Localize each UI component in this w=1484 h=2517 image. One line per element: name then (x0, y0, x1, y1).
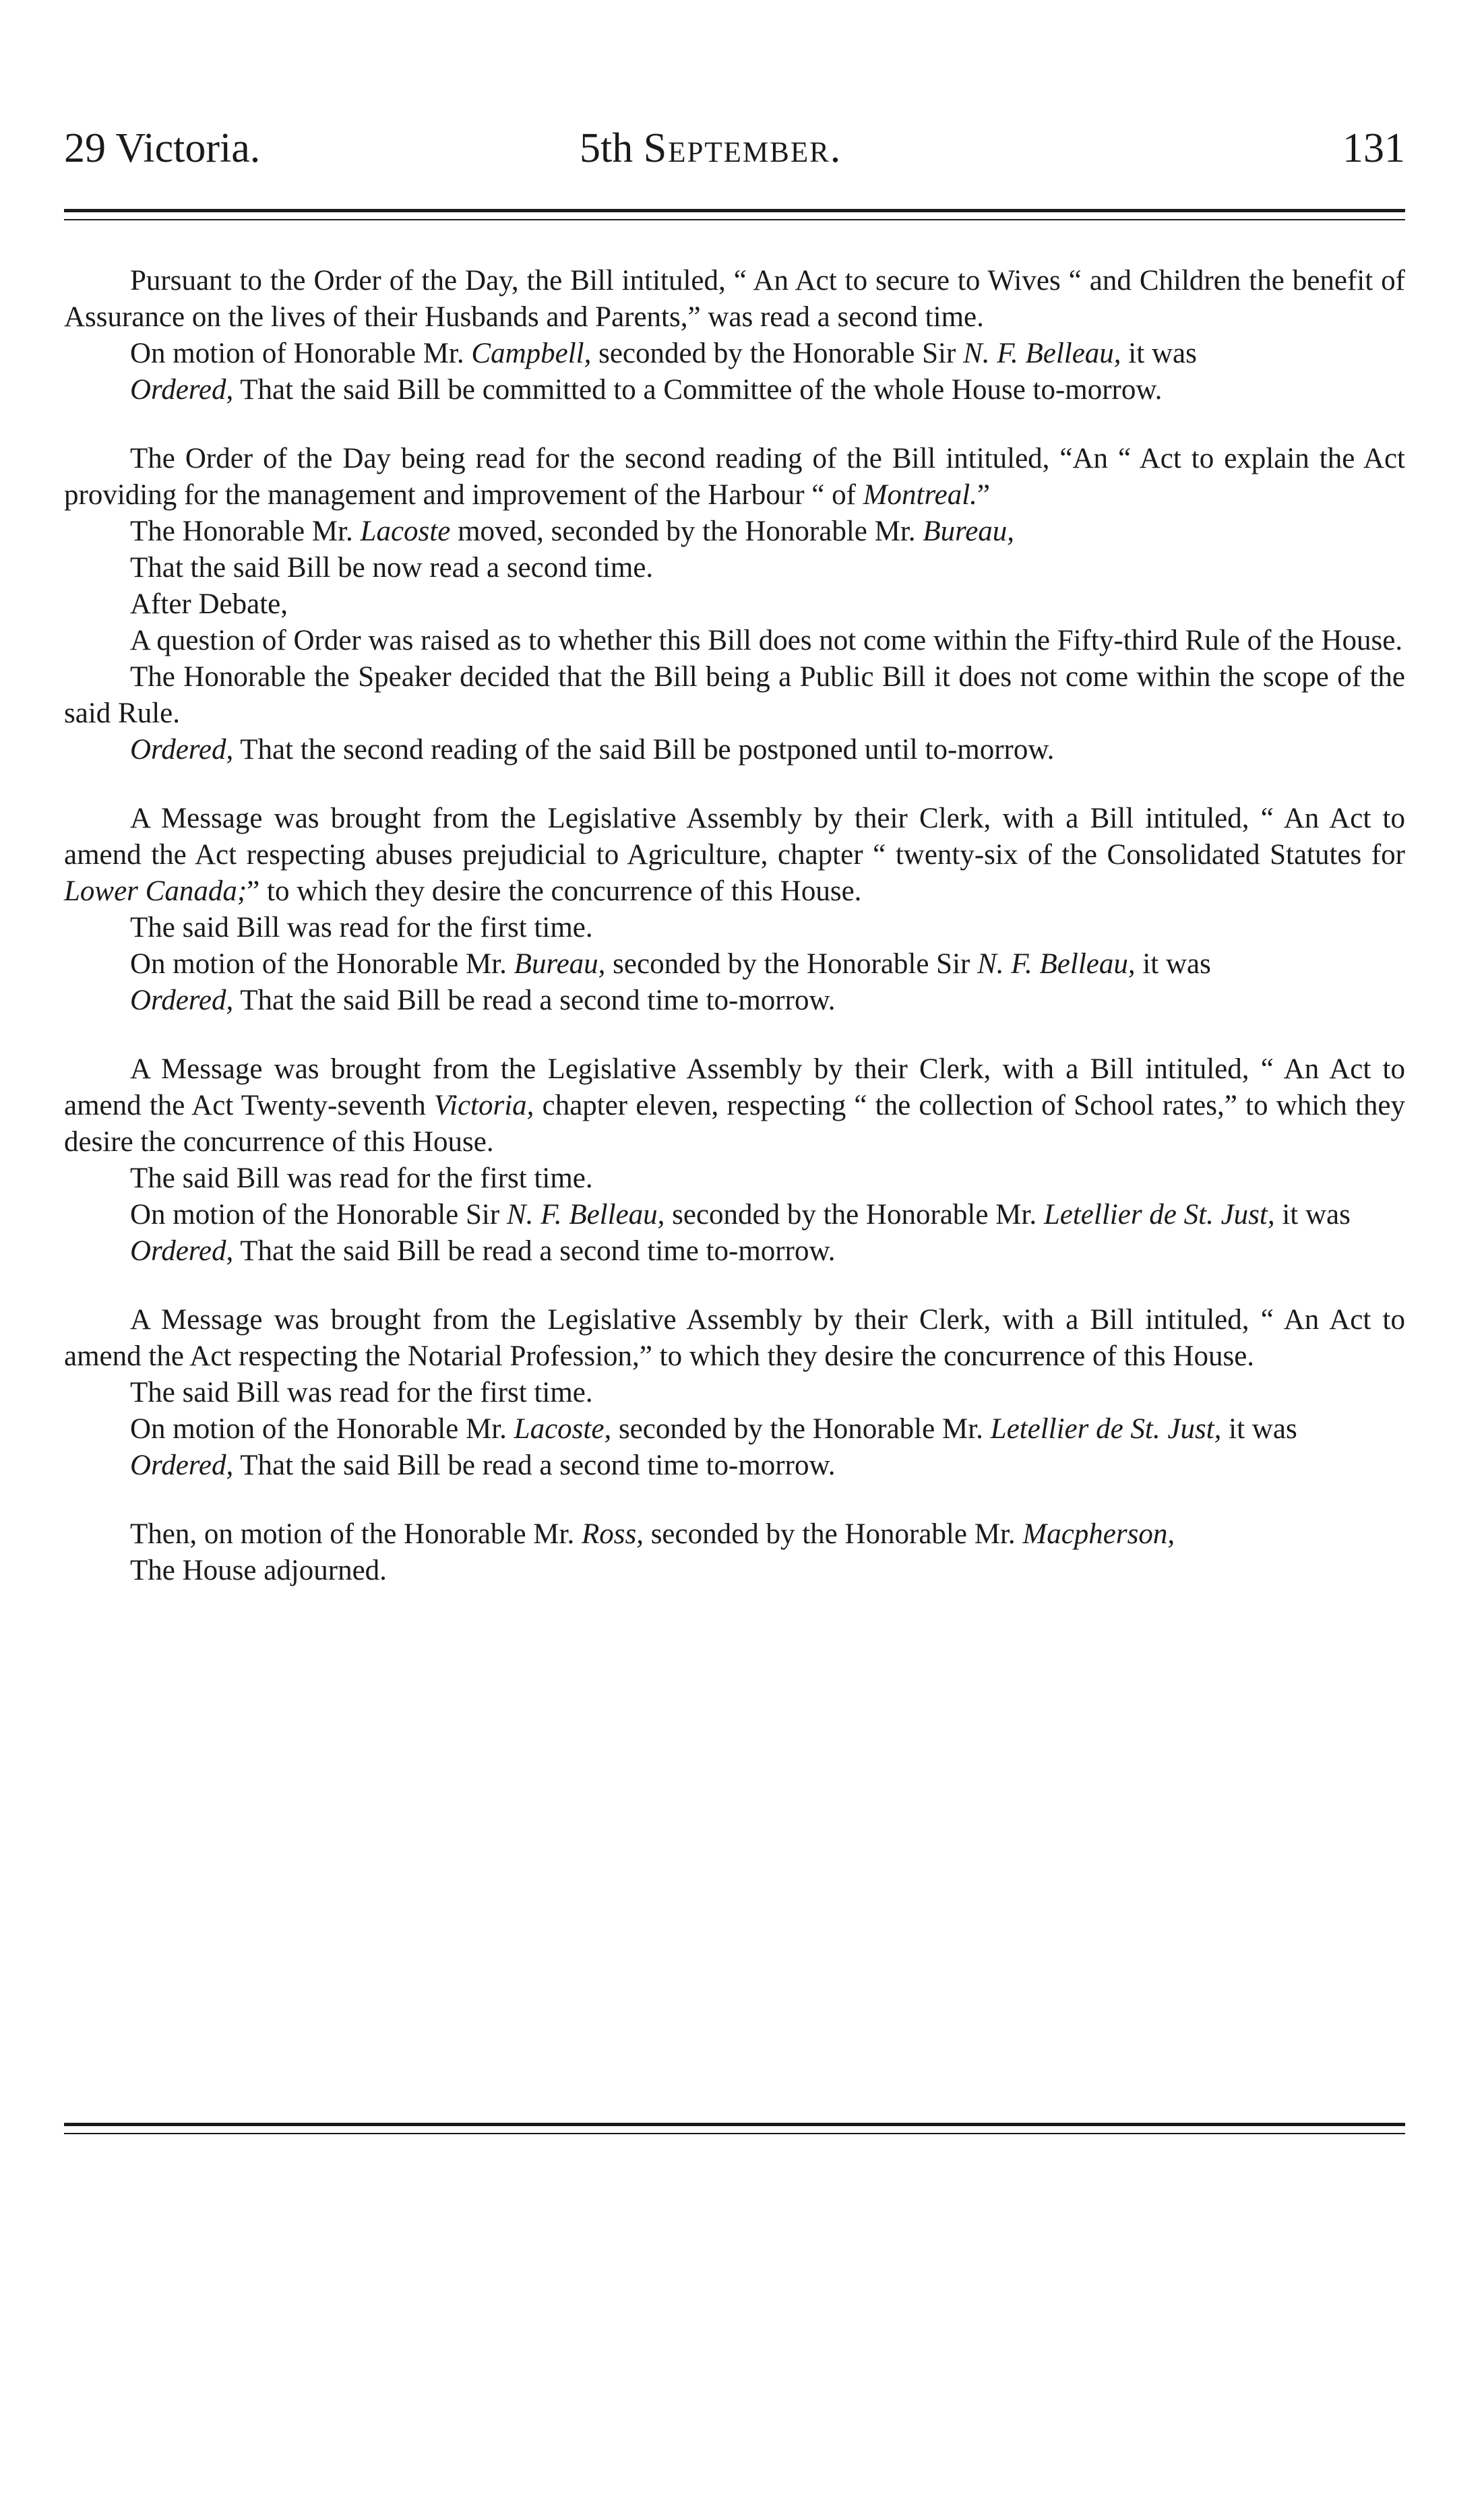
paragraph (64, 983, 1405, 1019)
paragraph (64, 441, 1405, 514)
text-run: it was (1221, 1413, 1297, 1445)
italic-text: Ordered, (130, 985, 234, 1016)
text-run: That the said Bill be read a second time to-morrow. (233, 1235, 836, 1267)
text-run: That the said Bill be now read a second time. (130, 552, 654, 584)
paragraph (64, 1197, 1405, 1233)
paragraph (64, 1448, 1405, 1484)
paragraph (64, 1411, 1405, 1448)
running-head-session: 29 Victoria. (64, 125, 261, 171)
text-run: The Honorable the Speaker decided that the Bill being a Public Bill it does not come within the scope of the said Rule. (64, 661, 1405, 729)
paragraph (64, 1051, 1405, 1160)
footer-rule (64, 2123, 1405, 2134)
paragraph (64, 1233, 1405, 1270)
page-header (64, 125, 1405, 192)
paragraph (64, 1160, 1405, 1197)
italic-text: N. F. Belleau, (506, 1199, 665, 1231)
text-run: On motion of the Honorable Mr. (130, 1413, 514, 1445)
italic-text: Victoria, (433, 1090, 534, 1121)
italic-text: Lacoste (360, 516, 451, 547)
text-run: seconded by the Honorable Mr. (664, 1199, 1044, 1231)
text-run: That the said Bill be read a second time to-morrow. (233, 1450, 836, 1481)
italic-text: Letellier de St. Just, (990, 1413, 1222, 1445)
text-run: The said Bill was read for the first time. (130, 912, 593, 943)
italic-text: Lacoste, (514, 1413, 612, 1445)
text-run: The Order of the Day being read for the second reading of the Bill intituled, “An “ Act to explain the Act providing for the management and improvement of the Harbour “ of (64, 443, 1405, 511)
italic-text: Ordered, (130, 1450, 234, 1481)
entry-separator (64, 1019, 1405, 1051)
text-run: That the said Bill be committed to a Committee of the whole House to-morrow. (233, 374, 1163, 406)
italic-text: Macpherson, (1022, 1518, 1175, 1550)
text-run: ” to which they desire the concurrence of this House. (247, 875, 862, 907)
text-run: seconded by the Honorable Sir (591, 338, 964, 369)
text-run: On motion of the Honorable Sir (130, 1199, 507, 1231)
text-run: ” (977, 479, 990, 511)
italic-text: Campbell, (471, 338, 592, 369)
entry-separator (64, 768, 1405, 801)
text-run: On motion of the Honorable Mr. (130, 948, 514, 980)
text-run: The Honorable Mr. (130, 516, 361, 547)
text-run: Then, on motion of the Honorable Mr. (130, 1518, 582, 1550)
text-run: it was (1121, 338, 1197, 369)
paragraph (64, 801, 1405, 910)
italic-text: Ordered, (130, 1235, 234, 1267)
text-run: A question of Order was raised as to whether this Bill does not come within the Fifty-third Rule of the House. (130, 625, 1403, 656)
paragraph (64, 586, 1405, 623)
italic-text: Ross, (581, 1518, 644, 1550)
entry-separator (64, 408, 1405, 441)
text-run: seconded by the Honorable Mr. (611, 1413, 991, 1445)
italic-text: N. F. Belleau, (963, 338, 1121, 369)
header-rule-thin (64, 219, 1405, 220)
paragraph (64, 1375, 1405, 1411)
paragraph (64, 732, 1405, 768)
italic-text: Bureau, (923, 516, 1015, 547)
italic-text: Lower Canada; (64, 875, 247, 907)
page-number: 131 (1342, 125, 1405, 171)
italic-text: N. F. Belleau, (977, 948, 1136, 980)
text-run: seconded by the Honorable Mr. (643, 1518, 1023, 1550)
text-run: The said Bill was read for the first time. (130, 1377, 593, 1408)
paragraph (64, 910, 1405, 946)
paragraph (64, 659, 1405, 732)
running-head-date (580, 125, 842, 173)
text-run: it was (1274, 1199, 1351, 1231)
journal-text (64, 263, 1405, 1589)
running-head-month: September. (643, 125, 842, 171)
italic-text: Montreal. (863, 479, 977, 511)
italic-text: Ordered, (130, 734, 234, 766)
paragraph (64, 1553, 1405, 1589)
paragraph (64, 1302, 1405, 1375)
entry-separator (64, 1270, 1405, 1302)
text-run: After Debate, (130, 588, 288, 620)
paragraph (64, 514, 1405, 550)
paragraph (64, 336, 1405, 372)
italic-text: Letellier de St. Just, (1043, 1199, 1275, 1231)
paragraph (64, 946, 1405, 983)
italic-text: Ordered, (130, 374, 234, 406)
paragraph (64, 550, 1405, 586)
entry-separator (64, 1484, 1405, 1516)
paragraph (64, 1516, 1405, 1553)
text-run: seconded by the Honorable Sir (605, 948, 978, 980)
header-rule (64, 209, 1405, 220)
text-run: That the said Bill be read a second time to-morrow. (233, 985, 836, 1016)
text-run: chapter eleven, respecting “ the collection of School rates,” to which they desire the concurrence of this House. (64, 1090, 1405, 1158)
text-run: That the second reading of the said Bill be postponed until to-morrow. (233, 734, 1055, 766)
text-run: On motion of Honorable Mr. (130, 338, 472, 369)
text-run: it was (1135, 948, 1211, 980)
running-head-day: 5th (580, 125, 633, 171)
text-run: The said Bill was read for the first time. (130, 1162, 593, 1194)
text-run: moved, seconded by the Honorable Mr. (450, 516, 923, 547)
footer-rule-thin (64, 2133, 1405, 2134)
paragraph (64, 263, 1405, 336)
italic-text: Bureau, (514, 948, 606, 980)
text-run: The House adjourned. (130, 1555, 387, 1586)
header-rule-thick (64, 209, 1405, 212)
footer-rule-thick (64, 2123, 1405, 2126)
text-run: Pursuant to the Order of the Day, the Bill intituled, “ An Act to secure to Wives “ and Children the benefit of Assurance on the lives of their Husbands and Parents,” was read a second time. (64, 265, 1405, 333)
paragraph (64, 623, 1405, 659)
text-run: A Message was brought from the Legislative Assembly by their Clerk, with a Bill intituled, “ An Act to amend the Act respecting the Notarial Profession,” to which they desire the concurrence of this House. (64, 1304, 1405, 1372)
text-run: A Message was brought from the Legislative Assembly by their Clerk, with a Bill intituled, “ An Act to amend the Act respecting abuses prejudicial to Agriculture, chapter “ twenty-six of the Consolidated Statutes for (64, 803, 1405, 871)
text-run: A Message was brought from the Legislative Assembly by their Clerk, with a Bill intituled, “ An Act to amend the Act Twenty-seventh (64, 1053, 1405, 1121)
paragraph (64, 372, 1405, 408)
